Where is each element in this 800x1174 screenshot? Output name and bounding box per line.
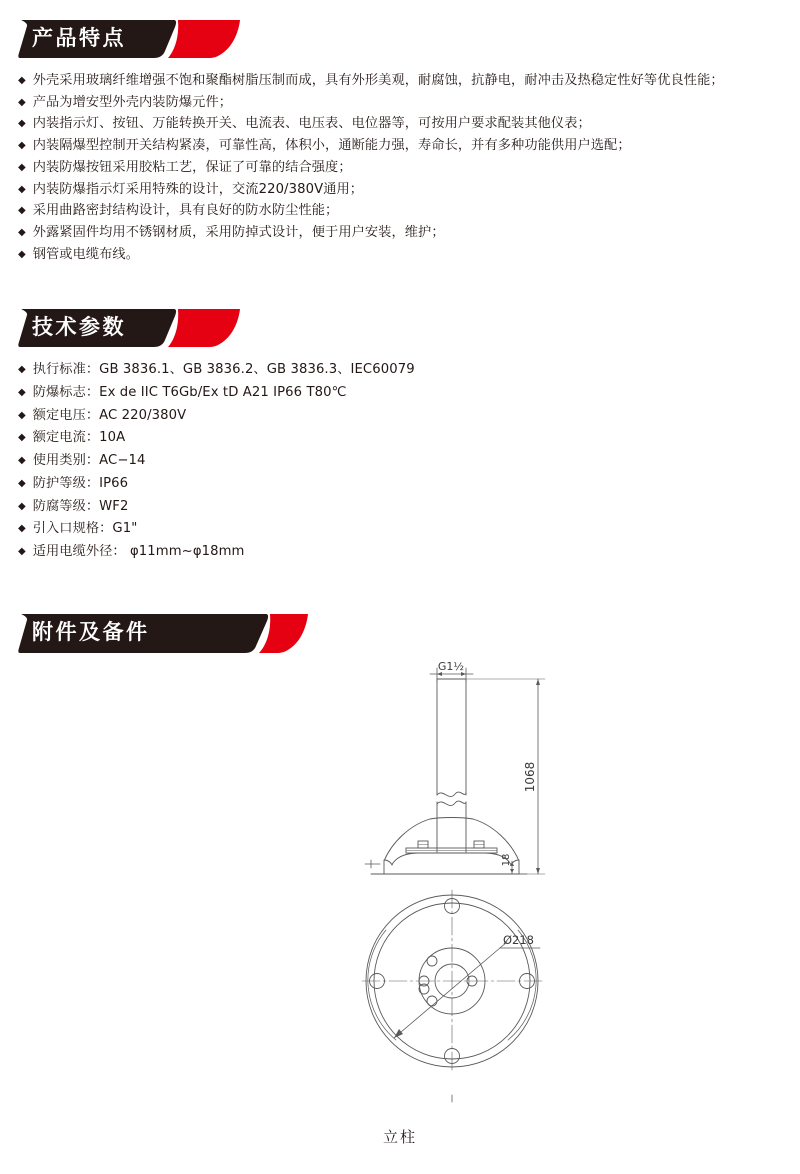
plate-thickness-label: 18 (501, 853, 512, 867)
spec-text: 防护等级：IP66 (32, 475, 129, 491)
list-item (18, 117, 800, 130)
list-item (18, 248, 800, 261)
feature-text: 内装隔爆型控制开关结构紧凑，可靠性高，体积小，通断能力强，寿命长，并有多种功能供用户选配； (32, 138, 631, 154)
spec-text: 额定电压：AC 220/380V (32, 407, 187, 423)
diamond-bullet-icon: ◆ (18, 432, 26, 444)
top-spacer (0, 0, 800, 18)
break-line-symbol (437, 792, 466, 806)
diameter-leader (394, 942, 540, 1038)
diamond-bullet-icon: ◆ (18, 455, 26, 467)
feature-text: 产品为增安型外壳内装防爆元件； (32, 94, 233, 110)
diamond-bullet-icon: ◆ (18, 545, 26, 557)
diamond-bullet-icon: ◆ (18, 477, 26, 489)
section-banner-accessories (18, 612, 800, 652)
base-left-tick (365, 860, 380, 868)
drawing-caption: 立柱 (382, 1127, 417, 1146)
feature-text: 外壳采用玻璃纤维增强不饱和聚酯树脂压制而成，具有外形美观，耐腐蚀，抗静电，耐冲击及热稳定性好等优良性能； (32, 73, 724, 88)
diamond-bullet-icon: ◆ (18, 364, 26, 376)
diamond-bullet-icon: ◆ (18, 387, 26, 399)
specification-list (18, 363, 800, 558)
list-item (18, 183, 800, 196)
list-item (18, 409, 800, 422)
diamond-bullet-icon: ◆ (18, 226, 26, 238)
dome-base-outline (384, 818, 519, 860)
spec-text: 使用类别：AC−14 (32, 453, 146, 469)
flange-bolt-right (474, 841, 484, 848)
feature-text: 内装指示灯、按钮、万能转换开关、电流表、电压表、电位器等，可按用户要求配装其他仪表； (32, 116, 591, 132)
diamond-bullet-icon: ◆ (18, 75, 26, 86)
section-spacer (0, 269, 800, 307)
list-item (18, 545, 800, 558)
list-item (18, 96, 800, 109)
list-item (18, 161, 800, 174)
section-banner-technical-parameters (18, 307, 800, 347)
technical-drawing (0, 652, 800, 1146)
diamond-bullet-icon: ◆ (18, 205, 26, 217)
plan-view (362, 890, 542, 1102)
section-title-product-features: 产品特点 (32, 26, 126, 50)
flange-bolt-left (418, 841, 428, 848)
feature-list (18, 74, 800, 261)
list-item (18, 363, 800, 376)
dome-curve-apex (430, 817, 473, 819)
list-item (18, 204, 800, 217)
diamond-bullet-icon: ◆ (18, 248, 26, 260)
diameter-label: Ø218 (503, 932, 535, 947)
dome-base-left-fillet (384, 860, 392, 865)
spec-text: 防爆标志：Ex de IIC T6Gb/Ex tD A21 IP66 T80℃ (32, 385, 347, 401)
diamond-bullet-icon: ◆ (18, 96, 26, 108)
feature-text: 内装防爆指示灯采用特殊的设计，交流220/380V通用； (32, 181, 364, 197)
list-item (18, 431, 800, 444)
hub-bolt-hole-5 (419, 984, 429, 994)
hub-bolt-hole-1 (427, 956, 437, 966)
spec-text: 适用电缆外径： φ11mm~φ18mm (32, 543, 245, 559)
thread-label: G1½ (437, 659, 465, 673)
banner-red-wedge (168, 20, 240, 58)
plan-centrelines (362, 890, 542, 1072)
section-banner-product-features (18, 18, 800, 58)
diamond-bullet-icon: ◆ (18, 183, 26, 195)
spec-text: 额定电流：10A (32, 430, 126, 446)
list-item (18, 522, 800, 535)
list-item (18, 500, 800, 513)
pole-upper-shaft (437, 679, 466, 795)
section-title-technical-parameters: 技术参数 (32, 315, 126, 340)
height-label: 1068 (523, 761, 537, 792)
spec-text: 防腐等级：WF2 (32, 498, 129, 514)
diamond-bullet-icon: ◆ (18, 118, 26, 130)
flange-plate (406, 848, 497, 853)
list-item (18, 477, 800, 490)
dome-base-top (392, 853, 511, 865)
list-item (18, 139, 800, 152)
list-item (18, 454, 800, 467)
banner-red-wedge (168, 309, 240, 347)
spec-text: 执行标准：GB 3836.1、GB 3836.2、GB 3836.3、IEC60079 (32, 362, 415, 378)
pole-drawing-svg (0, 652, 800, 1122)
feature-text: 钢管或电缆布线。 (32, 246, 140, 262)
diamond-bullet-icon: ◆ (18, 523, 26, 535)
hub-bolt-hole-3 (427, 996, 437, 1006)
feature-text: 外露紧固件均用不锈钢材质，采用防掉式设计，便于用户安装，维护； (32, 224, 445, 240)
pole-lower-shaft (437, 802, 466, 852)
section-spacer (0, 568, 800, 612)
list-item (18, 386, 800, 399)
section-title-accessories: 附件及备件 (32, 619, 150, 644)
spec-text: 引入口规格：G1" (32, 521, 138, 537)
diamond-bullet-icon: ◆ (18, 500, 26, 512)
list-item (18, 226, 800, 239)
diamond-bullet-icon: ◆ (18, 140, 26, 152)
list-item (18, 74, 800, 87)
feature-text: 内装防爆按钮采用胶粘工艺，保证了可靠的结合强度； (32, 159, 352, 175)
diamond-bullet-icon: ◆ (18, 161, 26, 173)
diamond-bullet-icon: ◆ (18, 409, 26, 421)
feature-text: 采用曲路密封结构设计，具有良好的防水防尘性能； (32, 203, 339, 219)
